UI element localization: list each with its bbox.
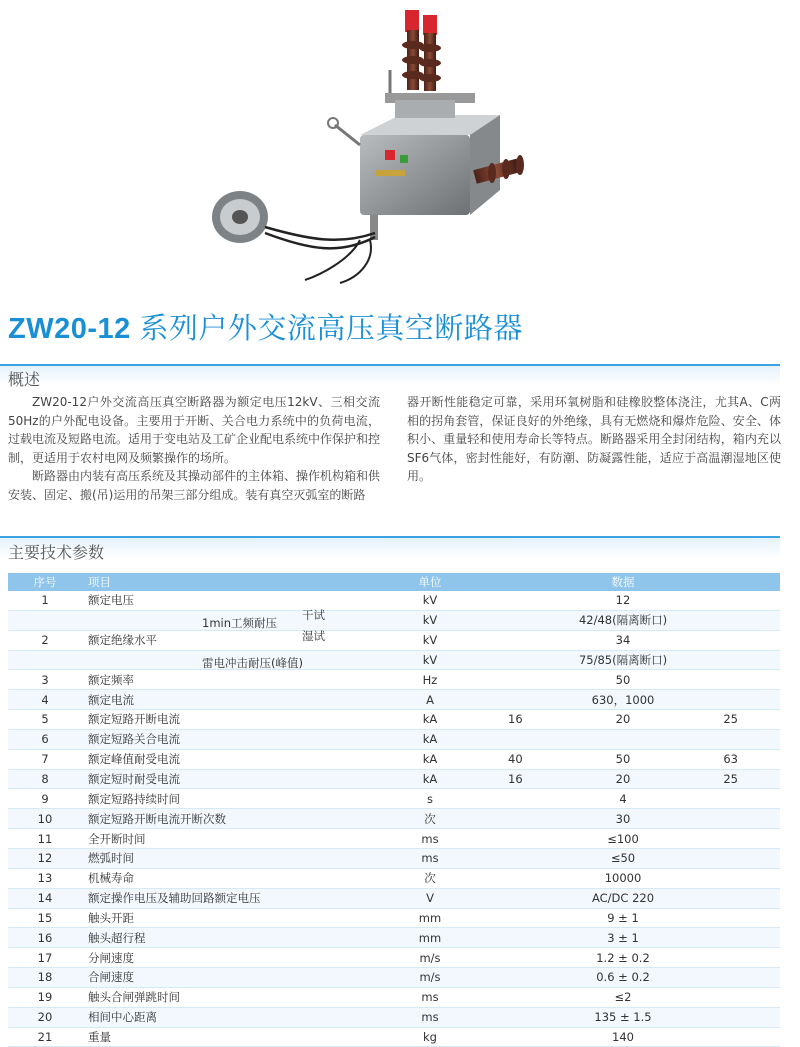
spec-row [8,630,780,650]
spec-value-25: 25 [723,772,738,787]
spec-unit: ms [394,829,466,849]
spec-unit: ms [394,848,466,868]
spec-value-25: 63 [723,752,738,767]
spec-no: 14 [8,888,82,908]
spec-value: ≤100 [466,829,780,849]
spec-item [82,987,394,1007]
spec-unit: kV [394,610,466,630]
spec-value-16: 16 [508,712,523,727]
spec-unit: m/s [394,948,466,968]
spec-no: 12 [8,848,82,868]
product-model: ZW20-12 [8,313,131,345]
spec-item [82,769,394,789]
spec-no: 15 [8,908,82,928]
spec-no: 21 [8,1027,82,1047]
spec-value [466,749,780,769]
spec-item-label: 额定峰值耐受电流 [88,752,180,767]
spec-item-label: 额定绝缘水平 [88,633,157,648]
spec-value-20: 20 [615,712,631,727]
spec-row [8,710,780,730]
spec-no: 17 [8,948,82,968]
spec-unit: 次 [394,809,466,829]
spec-table-header-row [8,573,780,591]
spec-item-label: 额定操作电压及辅助回路额定电压 [88,891,261,906]
spec-unit: kA [394,710,466,730]
spec-row [8,1007,780,1027]
spec-item-label: 合闸速度 [88,970,134,985]
spec-value-16: 16 [508,772,523,787]
spec-item [82,610,394,630]
spec-item [82,888,394,908]
spec-item [82,868,394,888]
spec-table [8,573,780,1047]
spec-item-label: 分闸速度 [88,950,134,965]
spec-item-label: 额定短路持续时间 [88,791,180,806]
spec-item [82,749,394,769]
column-header-item: 项目 [82,573,394,591]
spec-unit: kA [394,769,466,789]
spec-item [82,1007,394,1027]
spec-row [8,591,780,610]
spec-row [8,749,780,769]
spec-item-label: 触头超行程 [88,930,146,945]
spec-unit: ms [394,1007,466,1027]
spec-item [82,630,394,650]
spec-unit: kA [394,749,466,769]
specs-heading: 主要技术参数 [8,543,105,562]
spec-subitem: 雷电冲击耐压(峰值) [202,655,303,670]
spec-item [82,829,394,849]
spec-value: 30 [466,809,780,829]
spec-no: 9 [8,789,82,809]
spec-row [8,888,780,908]
spec-item [82,591,394,610]
spec-value: 135 ± 1.5 [466,1007,780,1027]
spec-no: 8 [8,769,82,789]
spec-item [82,948,394,968]
overview-paragraph: 器开断性能稳定可靠，采用环氧树脂和硅橡胶整体浇注，尤其A、C两相的拐角套管，保证良好的外绝缘，具有无燃烧和爆炸危险、安全、体积小、重量轻和使用寿命长等特点。断路器采用全封闭结构，箱内充以SF6气体，密封性能好，有防潮、防凝露性能，适应于高温潮湿地区使用。 [407,395,781,484]
spec-row [8,809,780,829]
spec-value: ≤2 [466,987,780,1007]
spec-no: 19 [8,987,82,1007]
spec-no: 1 [8,591,82,610]
spec-item [82,908,394,928]
product-illustration [210,5,540,290]
spec-item [82,968,394,988]
spec-value: 9 ± 1 [466,908,780,928]
spec-value: 0.6 ± 0.2 [466,968,780,988]
specs-header [0,536,780,562]
spec-item-label: 额定电压 [88,593,134,608]
spec-value [466,729,780,749]
overview-header [0,364,780,389]
spec-no: 10 [8,809,82,829]
spec-row [8,729,780,749]
spec-item-label: 额定电流 [88,692,134,707]
spec-row [8,908,780,928]
spec-subitem-test: 干试 [302,608,325,623]
spec-unit: 次 [394,868,466,888]
spec-value: 75/85(隔离断口) [466,650,780,670]
spec-item [82,809,394,829]
spec-unit: s [394,789,466,809]
spec-item [82,729,394,749]
spec-value: 42/48(隔离断口) [466,610,780,630]
spec-no: 2 [8,630,82,650]
spec-value: 3 ± 1 [466,928,780,948]
spec-row [8,928,780,948]
spec-no: 20 [8,1007,82,1027]
spec-value-20: 50 [615,752,631,767]
spec-value: 50 [466,670,780,690]
spec-unit: mm [394,908,466,928]
spec-no: 3 [8,670,82,690]
spec-item-label: 额定短路开断电流开断次数 [88,811,226,826]
spec-item-label: 额定短路关合电流 [88,732,180,747]
spec-value-20: 20 [615,772,631,787]
spec-item [82,650,394,670]
overview-right-column [407,393,781,486]
spec-no: 5 [8,710,82,730]
spec-item-label: 触头合闸弹跳时间 [88,990,180,1005]
spec-value-25: 25 [723,712,738,727]
spec-row [8,829,780,849]
spec-row [8,769,780,789]
overview-paragraph: 断路器由内装有高压系统及其操动部件的主体箱、操作机构箱和供安装、固定、搬(吊)运用的吊架三部分组成。装有真空灭弧室的断路 [8,469,381,502]
spec-no: 11 [8,829,82,849]
spec-value: ≤50 [466,848,780,868]
spec-row [8,968,780,988]
spec-unit: A [394,690,466,710]
overview-paragraph: ZW20-12户外交流高压真空断路器为额定电压12kV、三相交流50Hz的户外配电设备。主要用于开断、关合电力系统中的负荷电流，过载电流及短路电流。适用于变电站及工矿企业配电系统中作保护和控制，更适用于农村电网及频繁操作的场所。 [8,395,381,465]
spec-item [82,710,394,730]
spec-item [82,789,394,809]
spec-unit: ms [394,987,466,1007]
spec-value [466,769,780,789]
spec-value: AC/DC 220 [466,888,780,908]
spec-row [8,868,780,888]
spec-row [8,650,780,670]
spec-item [82,848,394,868]
spec-unit: kV [394,650,466,670]
spec-row [8,610,780,630]
spec-no [8,610,82,630]
spec-value: 630，1000 [466,690,780,710]
spec-row [8,670,780,690]
spec-value: 4 [466,789,780,809]
spec-unit: mm [394,928,466,948]
spec-row [8,1027,780,1047]
spec-item [82,670,394,690]
spec-row [8,789,780,809]
spec-value-16: 40 [508,752,523,767]
spec-value: 140 [466,1027,780,1047]
spec-item-label: 机械寿命 [88,871,134,886]
spec-no: 4 [8,690,82,710]
spec-unit: kV [394,630,466,650]
spec-no: 16 [8,928,82,948]
spec-unit: kA [394,729,466,749]
spec-unit: m/s [394,968,466,988]
column-header-value: 数据 [466,573,780,591]
spec-item-label: 燃弧时间 [88,851,134,866]
spec-value: 10000 [466,868,780,888]
spec-subitem-test: 湿试 [302,629,325,644]
column-header-unit: 单位 [394,573,466,591]
spec-row [8,848,780,868]
spec-row [8,948,780,968]
spec-value: 1.2 ± 0.2 [466,948,780,968]
spec-item-label: 全开断时间 [88,831,146,846]
overview-left-column [8,393,380,505]
spec-item-label: 额定频率 [88,672,134,687]
spec-unit: V [394,888,466,908]
spec-value: 34 [466,630,780,650]
spec-no: 18 [8,968,82,988]
column-header-no: 序号 [8,573,82,591]
spec-row [8,987,780,1007]
product-title [8,306,523,347]
spec-unit: Hz [394,670,466,690]
spec-value [466,710,780,730]
spec-unit: kg [394,1027,466,1047]
spec-item [82,690,394,710]
spec-item-label: 触头开距 [88,910,134,925]
spec-no: 13 [8,868,82,888]
overview-heading: 概述 [8,370,41,389]
spec-item-label: 相间中心距离 [88,1010,157,1025]
spec-subitem: 1min工频耐压 [202,616,278,631]
spec-no: 7 [8,749,82,769]
spec-item-label: 额定短路开断电流 [88,712,180,727]
product-name: 系列户外交流高压真空断路器 [139,313,523,345]
spec-no: 6 [8,729,82,749]
spec-item-label: 重量 [88,1029,111,1044]
spec-item [82,1027,394,1047]
spec-unit: kV [394,591,466,610]
spec-value: 12 [466,591,780,610]
spec-item [82,928,394,948]
spec-row [8,690,780,710]
spec-item-label: 额定短时耐受电流 [88,772,180,787]
spec-no [8,650,82,670]
